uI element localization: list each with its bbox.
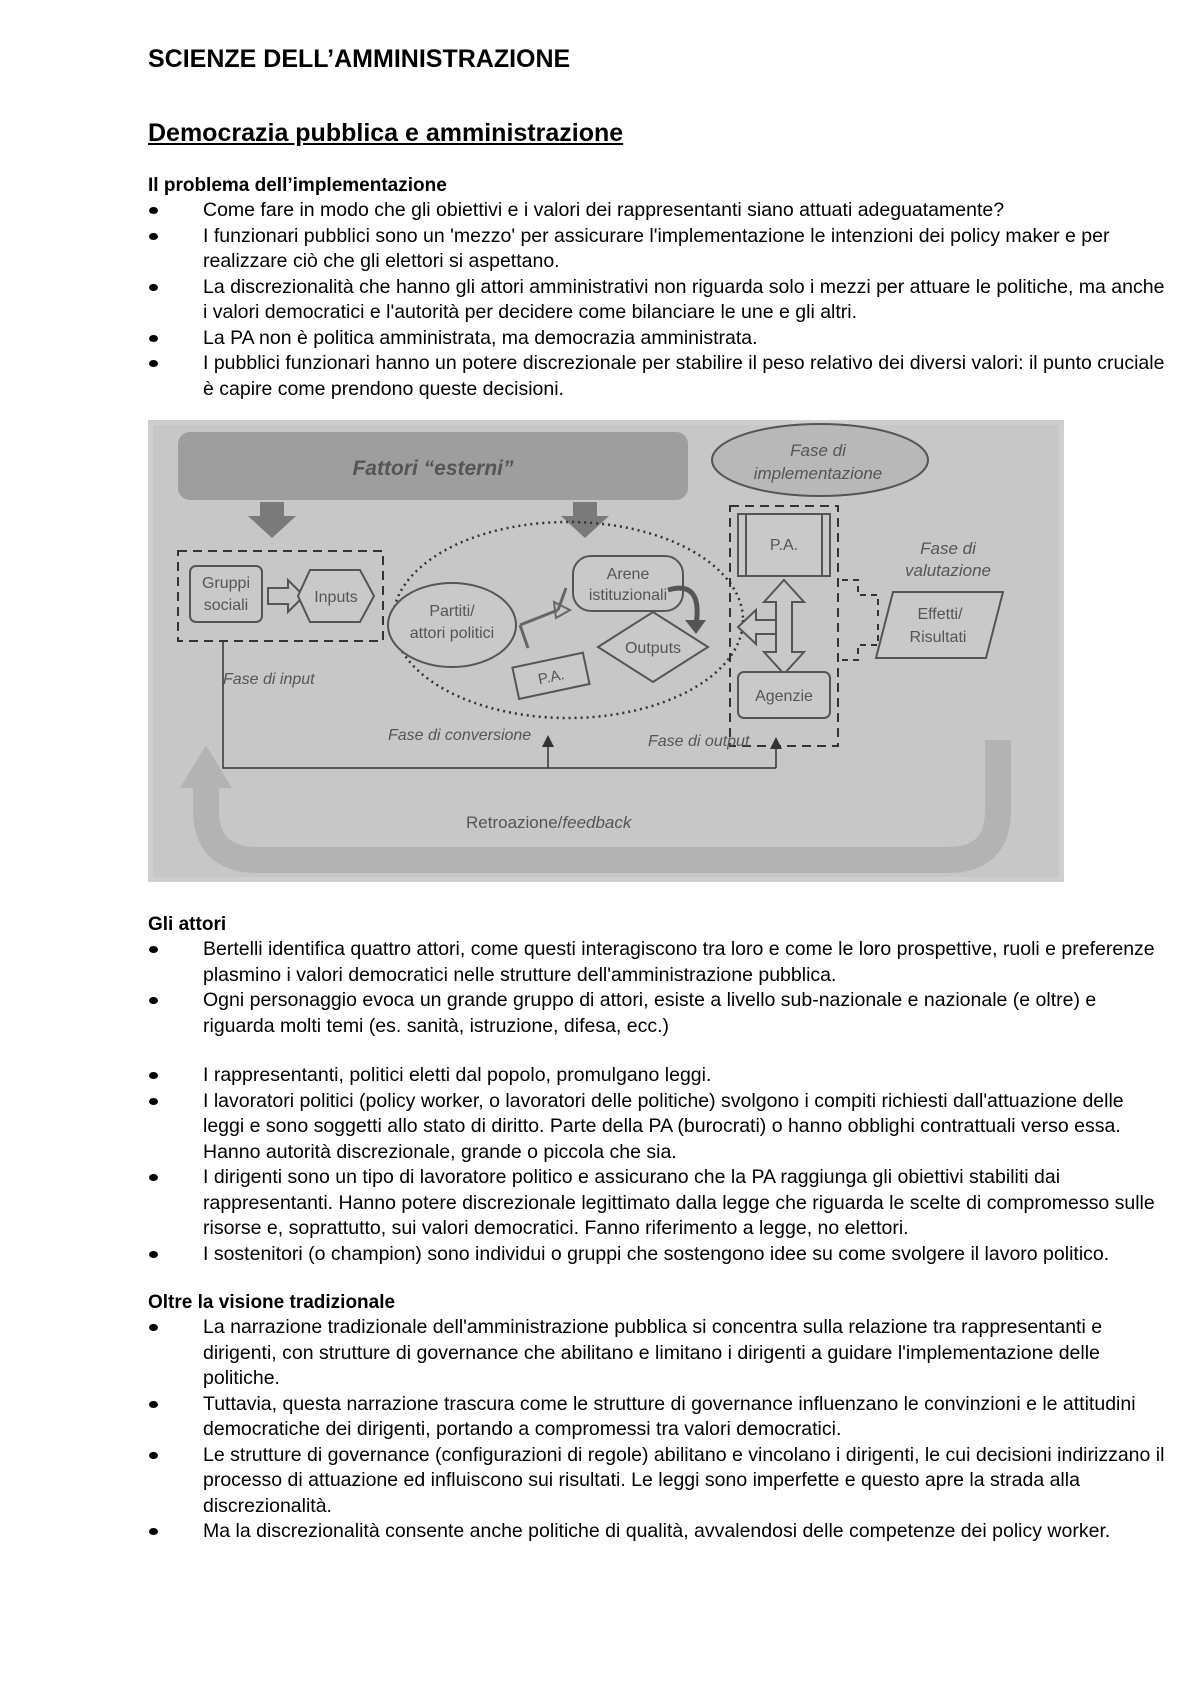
list-item: Bertelli identifica quattro attori, come questi interagiscono tra loro e come le loro prospettive, ruoli e preferenze plasmino i valori democratici nelle strutture dell'amministrazione pubblica. <box>148 937 1168 988</box>
output-phase-label: Fase di output <box>648 733 750 750</box>
svg-text:Agenzie: Agenzie <box>755 688 813 705</box>
list-item: I sostenitori (o champion) sono individui o gruppi che sostengono idee su come svolgere il lavoro politico. <box>148 1242 1168 1268</box>
svg-text:Fase di: Fase di <box>790 441 846 460</box>
list-item: La narrazione tradizionale dell'amministrazione pubblica si concentra sulla relazione tra rappresentanti e dirigenti, con strutture di governance che abilitano e limitano i dirigenti a guidare l'implementazione delle politiche. <box>148 1315 1168 1392</box>
beyond-list <box>148 1315 1168 1545</box>
beyond-heading: Oltre la visione tradizionale <box>148 1292 396 1313</box>
feedback-label: Retroazione/feedback <box>466 813 632 832</box>
svg-text:sociali: sociali <box>203 597 249 614</box>
list-item: Come fare in modo che gli obiettivi e i valori dei rappresentanti siano attuati adeguatamente? <box>148 198 1168 224</box>
conversion-phase-label: Fase di conversione <box>388 727 532 744</box>
list-item: I funzionari pubblici sono un 'mezzo' per assicurare l'implementazione le intenzioni dei policy maker e per realizzare ciò che gli elettori si aspettano. <box>148 224 1168 275</box>
actors-roles-list <box>148 1063 1168 1267</box>
list-item: I pubblici funzionari hanno un potere discrezionale per stabilire il peso relativo dei diversi valori: il punto cruciale è capire come prendono queste decisioni. <box>148 351 1168 402</box>
svg-text:attori politici: attori politici <box>409 625 495 642</box>
svg-text:Outputs: Outputs <box>624 640 682 657</box>
svg-text:Inputs: Inputs <box>314 589 358 606</box>
implementation-phase-ellipse <box>712 424 928 496</box>
actors-list <box>148 937 1168 1039</box>
implementation-list <box>148 198 1168 402</box>
svg-text:Fase di: Fase di <box>920 539 976 558</box>
section-title: Democrazia pubblica e amministrazione <box>148 119 624 147</box>
document-page <box>148 44 1168 402</box>
list-item: Ma la discrezionalità consente anche politiche di qualità, avvalendosi delle competenze dei policy worker. <box>148 1519 1168 1545</box>
svg-text:istituzionali: istituzionali <box>588 587 668 604</box>
svg-text:P.A.: P.A. <box>769 537 799 554</box>
list-item: I rappresentanti, politici eletti dal popolo, promulgano leggi. <box>148 1063 1168 1089</box>
list-item: Ogni personaggio evoca un grande gruppo di attori, esiste a livello sub-nazionale e nazionale (e oltre) e riguarda molti temi (es. sanità, istruzione, difesa, ecc.) <box>148 988 1168 1039</box>
external-factors-label: Fattori “esterni” <box>352 457 514 480</box>
svg-text:Effetti/: Effetti/ <box>917 606 963 623</box>
input-phase-label: Fase di input <box>223 671 315 688</box>
actors-heading: Gli attori <box>148 914 227 935</box>
list-item: La discrezionalità che hanno gli attori amministrativi non riguarda solo i mezzi per attuare le politiche, ma anche i valori democratici e l'autorità per decidere come bilanciare le une e gli altri. <box>148 275 1168 326</box>
list-item: I dirigenti sono un tipo di lavoratore politico e assicurano che la PA raggiunga gli obiettivi stabiliti dai rappresentanti. Hanno potere discrezionale legittimato dalla legge che riguarda le scelte di compromesso sulle risorse e, soprattutto, sui valori democratici. Fanno riferimento a legge, no elettori. <box>148 1165 1168 1242</box>
list-item: Le strutture di governance (configurazioni di regole) abilitano e vincolano i dirigenti, le cui decisioni indirizzano il processo di attuazione ed influiscono sui risultati. Le leggi sono imperfette e questo apre la strada alla discrezionalità. <box>148 1443 1168 1520</box>
svg-text:implementazione: implementazione <box>753 464 883 483</box>
svg-text:Risultati: Risultati <box>909 629 967 646</box>
svg-text:Partiti/: Partiti/ <box>429 603 475 620</box>
list-item: Tuttavia, questa narrazione trascura come le strutture di governance influenzano le convinzioni e le attitudini democratiche dei dirigenti, portando a compromessi tra valori democratici. <box>148 1392 1168 1443</box>
document-title: SCIENZE DELL’AMMINISTRAZIONE <box>148 45 571 73</box>
svg-text:P.A.: P.A. <box>536 666 566 689</box>
list-item: La PA non è politica amministrata, ma democrazia amministrata. <box>148 326 1168 352</box>
effects-box <box>876 592 1003 658</box>
svg-text:Arene: Arene <box>606 566 650 583</box>
svg-text:Gruppi: Gruppi <box>201 575 251 592</box>
svg-text:valutazione: valutazione <box>904 561 992 580</box>
implementation-heading: Il problema dell’implementazione <box>148 175 447 196</box>
document-page-lower <box>148 913 1168 1545</box>
policy-cycle-diagram <box>148 420 1064 882</box>
list-item: I lavoratori politici (policy worker, o lavoratori delle politiche) svolgono i compiti richiesti dall'attuazione delle leggi e sono soggetti allo stato di diritto. Parte della PA (burocrati) o hanno obblighi contrattuali verso essa. Hanno autorità discrezionale, grande o piccola che sia. <box>148 1089 1168 1166</box>
